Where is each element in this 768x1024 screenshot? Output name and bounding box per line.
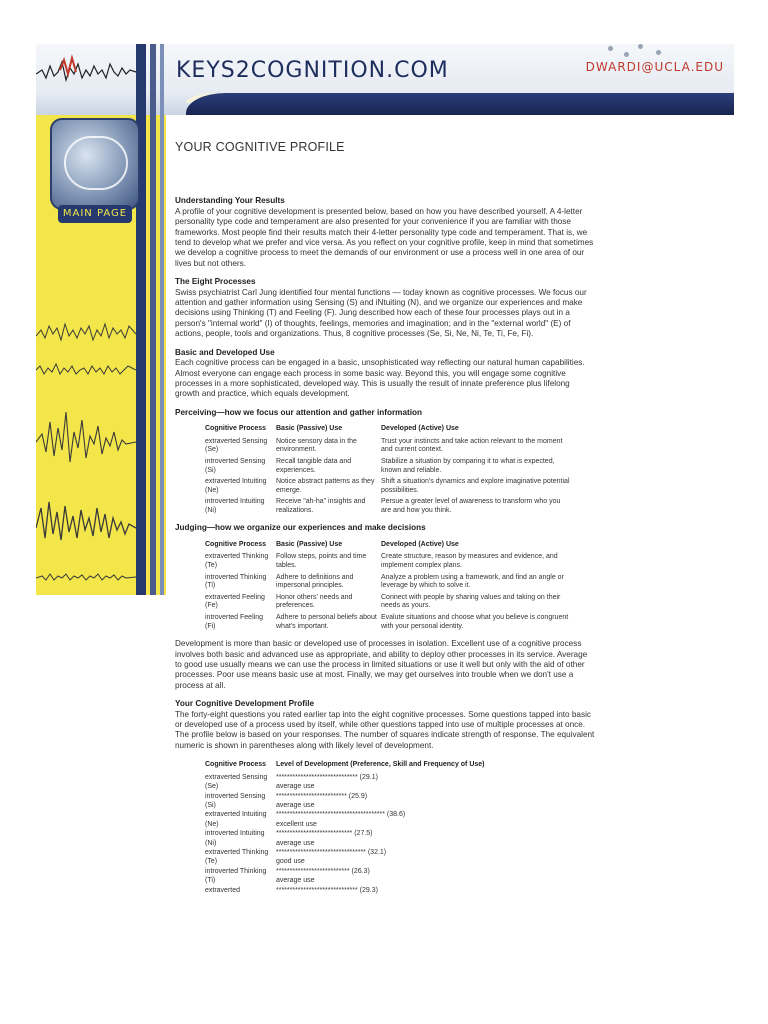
profile-table (205, 759, 579, 895)
level-cell (276, 829, 579, 848)
process-cell: extraverted Sensing (Se) (205, 773, 268, 791)
judging-table (205, 540, 574, 633)
developed-cell: Connect with people by sharing values and taking on their needs as yours. (381, 593, 561, 610)
section-text: Swiss psychiatrist Carl Jung identified four mental functions — today known as cognitive processes. We focus our attention and gather information using Sensing (S) and iNtuiting (N), and we organize our experiences and make decisions using Thinking (T) and Feeling (F). Jung described how each of these four processes plays out in a person's "internal world" (I) of thoughts, feelings, memories and imagination; and in the "external world" (E) of actions, people, tools and organizations. Thus, 8 cognitive processes (Se, Si, Ne, Ni, Te, Ti, Fe, Fi). (175, 287, 587, 339)
level-cell (276, 867, 579, 886)
section-text: Each cognitive process can be engaged in a basic, unsophisticated way reflecting our natural human capabilities. Almost everyone can engage each process in some basic way. Beyond this, you will engage some cognitive processes in a more sophisticated, developed way. This is usually the result of innate preference plus lifelong growth and practice, which equals development. (175, 358, 585, 399)
developed-cell: Trust your instincts and take action relevant to the moment and current context. (381, 437, 563, 454)
level-label: good use (276, 858, 305, 866)
column-header: Cognitive Process (205, 761, 267, 769)
level-label: average use (276, 877, 315, 885)
level-cell (276, 810, 579, 829)
developed-cell: Stabilize a situation by comparing it to what is expected, known and reliable. (381, 457, 555, 474)
table-row (205, 573, 574, 593)
brain-outline-icon (64, 136, 128, 190)
strength-bar: ****************************** (29.3) (276, 886, 378, 894)
perceiving-table (205, 424, 574, 517)
level-cell (276, 886, 579, 895)
basic-cell: Receive "ah-ha" insights and realizations. (276, 498, 366, 514)
main-content (175, 140, 595, 895)
basic-cell: Honor others' needs and preferences. (276, 593, 353, 610)
table-row (205, 829, 579, 848)
perceiving-heading: Perceiving—how we focus our attention and gather information (175, 407, 423, 417)
table-row (205, 792, 579, 811)
table-header-row (205, 540, 574, 553)
process-cell: extraverted Intuiting (Ne) (205, 478, 267, 494)
basic-cell: Recall tangible data and experiences. (276, 457, 352, 474)
level-cell (276, 773, 579, 792)
table-row (205, 848, 579, 867)
process-cell: extraverted Sensing (Se) (205, 437, 268, 454)
process-cell: introverted Feeling (Fi) (205, 614, 263, 630)
level-cell (276, 848, 579, 867)
table-row (205, 593, 574, 613)
section-heading: Understanding Your Results (175, 196, 285, 206)
table-row (205, 810, 579, 829)
column-header: Developed (Active) Use (381, 540, 459, 548)
table-row (205, 437, 574, 457)
judging-heading: Judging—how we organize our experiences and make decisions (175, 523, 426, 533)
development-text: Development is more than basic or developed use of processes in isolation. Excellent use of a cognitive process involves both basic and advanced use as appropriate, and ability to deploy other processes in its service. Average to good use usually means we can use the process in limited situations or use it well but only with the aid of other processes. Poor use means basic use at most. Finally, we may get ourselves into trouble when we don't use a process at all. (175, 639, 588, 690)
process-cell: introverted Intuiting (Ni) (205, 830, 265, 847)
strength-bar: ********************************* (32.1) (276, 848, 387, 856)
section-heading: Your Cognitive Development Profile (175, 699, 315, 709)
process-cell: extraverted Feeling (Fe) (205, 593, 265, 610)
strength-bar: **************************** (27.5) (276, 830, 373, 838)
developed-cell: Evalute situations and choose what you believe is congruent with your personal identity. (381, 614, 569, 630)
basic-cell: Notice sensory data in the environment. (276, 437, 357, 454)
level-cell (276, 792, 579, 811)
section-text: A profile of your cognitive development is presented below, based on how you have described yourself. A 4-letter personality type code and temperament are also presented for your convenience if you are familiar with those frameworks. Most people find their results match their 4-letter personality type code and temperament. That is, we tend to develop what we prefer and vice versa. As you reflect on your cognitive profile, keep in mind that sometimes we develop a cognitive process to meet the demands of our environment or use a process well in one area of our lives but not others. (175, 206, 594, 268)
table-row (205, 613, 574, 633)
level-label: average use (276, 839, 315, 847)
basic-cell: Adhere to definitions and impersonal principles. (276, 573, 354, 590)
column-header: Basic (Passive) Use (276, 425, 343, 433)
basic-cell: Follow steps, points and time tables. (276, 553, 367, 570)
page-title: YOUR COGNITIVE PROFILE (175, 140, 345, 154)
process-cell: extraverted Thinking (Te) (205, 553, 269, 570)
brainwave-icon (36, 488, 136, 548)
decorative-dots-icon (608, 44, 668, 58)
brainwave-icon (36, 318, 136, 348)
basic-cell: Adhere to personal beliefs about what's important. (276, 614, 377, 630)
process-cell: introverted Sensing (Si) (205, 457, 266, 474)
table-row (205, 773, 579, 792)
table-row (205, 497, 574, 517)
level-label: excellent use (276, 820, 317, 828)
process-cell: extraverted (205, 886, 241, 894)
process-cell: introverted Thinking (Ti) (205, 867, 267, 885)
basic-cell: Notice abstract patterns as they emerge. (276, 478, 375, 494)
section-text: The forty-eight questions you rated earlier tap into the eight cognitive processes. Some questions tapped into basic or developed use of a process used by itself, while other questions tapped into use of multiple processes at once. The profile below is based on your responses. The number of squares indicate strength of response. The equivalent numeric is shown in parentheses along with likely level of development. (175, 709, 595, 750)
strength-bar: ************************** (25.9) (276, 792, 368, 800)
contact-email-link[interactable]: DWARDI@UCLA.EDU (585, 60, 724, 74)
column-header: Cognitive Process (205, 540, 267, 548)
banner-swoosh (186, 93, 734, 115)
strength-bar: **************************************** (38.6) (276, 811, 406, 819)
column-header: Basic (Passive) Use (276, 540, 343, 548)
process-cell: extraverted Intuiting (Ne) (205, 811, 267, 828)
brainwave-decoration-icon (36, 52, 140, 92)
table-row (205, 867, 579, 886)
table-row (205, 477, 574, 497)
site-title[interactable]: KEYS2COGNITION.COM (176, 58, 449, 83)
process-cell: extraverted Thinking (Te) (205, 848, 269, 866)
strength-bar: ****************************** (29.1) (276, 773, 378, 781)
developed-cell: Shift a situation's dynamics and explore imaginative potential possibilities. (381, 478, 570, 494)
sidebar-stripe (160, 44, 164, 595)
table-row (205, 457, 574, 477)
column-header: Developed (Active) Use (381, 425, 459, 433)
process-cell: introverted Intuiting (Ni) (205, 498, 265, 514)
table-header-row (205, 759, 579, 772)
table-row (205, 886, 579, 895)
process-cell: introverted Sensing (Si) (205, 792, 266, 809)
developed-cell: Create structure, reason by measures and evidence, and implement complex plans. (381, 553, 558, 570)
table-header-row (205, 424, 574, 437)
level-label: average use (276, 801, 315, 809)
main-page-button[interactable]: MAIN PAGE (58, 205, 132, 223)
sidebar-stripe (150, 44, 156, 595)
process-cell: introverted Thinking (Ti) (205, 573, 267, 590)
section-heading: Basic and Developed Use (175, 347, 275, 357)
column-header: Cognitive Process (205, 425, 267, 433)
brainwave-icon (36, 566, 136, 590)
table-row (205, 552, 574, 572)
brainwave-icon (36, 392, 136, 482)
section-heading: The Eight Processes (175, 277, 256, 287)
brainwave-icon (36, 358, 136, 382)
brain-logo-icon[interactable] (50, 118, 140, 210)
column-header: Level of Development (Preference, Skill and Frequency of Use) (276, 761, 485, 769)
developed-cell: Persue a greater level of awareness to transform who you are and how you think. (381, 498, 561, 514)
developed-cell: Analyze a problem using a framework, and find an angle or leverage by which to solve it. (381, 573, 564, 590)
strength-bar: *************************** (26.3) (276, 867, 370, 875)
level-label: average use (276, 783, 315, 791)
